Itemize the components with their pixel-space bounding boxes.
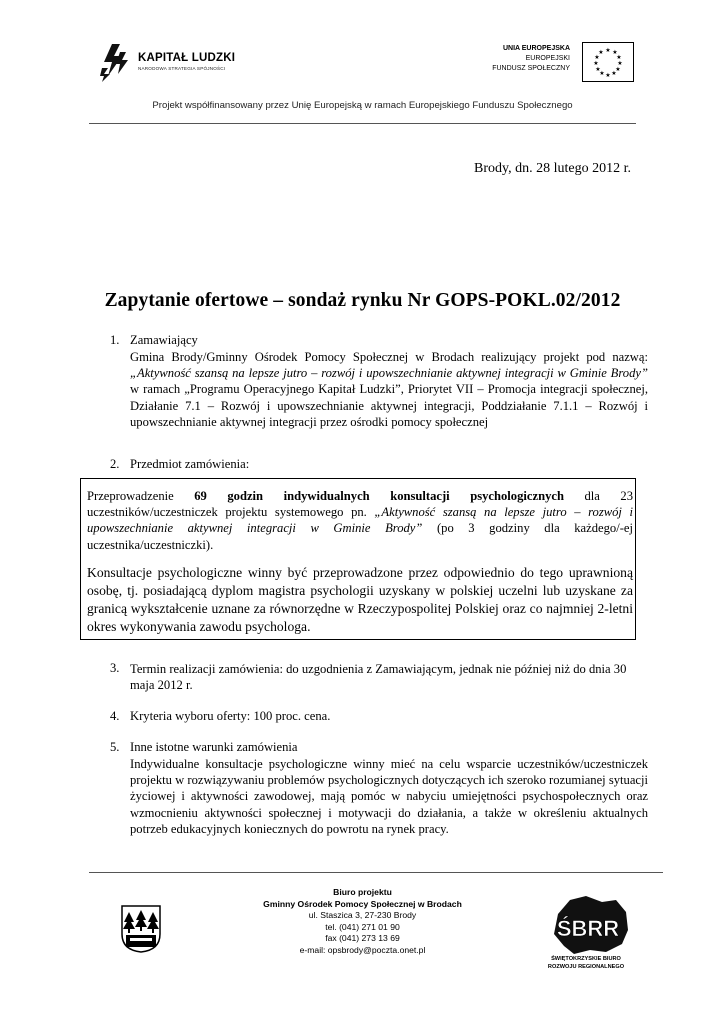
svg-text:★: ★ (611, 70, 617, 77)
place-date: Brody, dn. 28 lutego 2012 r. (474, 161, 631, 176)
section-5-number: 5. (110, 740, 120, 754)
eu-line-2: EUROPEJSKI (525, 55, 570, 62)
svg-text:★: ★ (593, 60, 599, 67)
kapital-ludzki-emblem-icon (98, 40, 138, 84)
s1-text-c: w ramach „Programu Operacyjnego Kapitał Ludzki”, Priorytet VII – Promocja integracji społecznej, Działanie 7.1 – Rozwój i upowszechnianie aktywnej integracji, Poddziałanie 7.1.1 – Rozwój i upowszechnianie aktywnej integracji przez ośrodki pomocy społecznej (130, 382, 648, 429)
header-divider (89, 123, 636, 124)
svg-text:★: ★ (612, 49, 618, 56)
section-4-text: Kryteria wyboru oferty: 100 proc. cena. (130, 709, 331, 723)
box-p1-c: dla 23 uczestników/uczestniczek projektu systemowego pn. (87, 489, 633, 520)
kapital-ludzki-subtitle: NARODOWA STRATEGIA SPÓJNOŚCI (138, 66, 226, 71)
section-1-number: 1. (110, 333, 120, 347)
eu-fund-label (460, 44, 570, 74)
office-email: e-mail: opsbrody@poczta.onet.pl (299, 944, 426, 955)
section-4-number: 4. (110, 709, 120, 723)
document-title: Zapytanie ofertowe – sondaż rynku Nr GOPS-POKL.02/2012 (104, 290, 621, 311)
order-subject-box (80, 478, 636, 640)
box-p1-e: (po 3 godziny dla każdego/-ej uczestnika/uczestniczki). (87, 521, 633, 552)
section-3-number: 3. (110, 661, 120, 675)
eu-line-3: FUNDUSZ SPOŁECZNY (492, 65, 570, 72)
svg-text:★: ★ (605, 47, 611, 54)
sbrr-caption (533, 955, 639, 971)
eu-flag-icon (582, 42, 634, 82)
sbrr-caption-1: ŚWIĘTOKRZYSKIE BIURO (551, 956, 621, 962)
sbrr-logo-text: ŚBRR (556, 916, 620, 941)
footer-divider (89, 872, 663, 873)
project-cofinancing-line: Projekt współfinansowany przez Unię Europejską w ramach Europejskiego Funduszu Społecznego (152, 100, 573, 111)
box-paragraph-1 (87, 488, 633, 553)
section-2-number: 2. (110, 457, 120, 471)
eu-line-1: UNIA EUROPEJSKA (502, 45, 570, 52)
office-name: Gminny Ośrodek Pomocy Społecznej w Brodach (263, 898, 462, 909)
office-fax: fax (041) 273 13 69 (325, 933, 400, 944)
office-tel: tel. (041) 271 01 90 (325, 921, 400, 932)
svg-text:★: ★ (616, 54, 622, 61)
kapital-ludzki-title: KAPITAŁ LUDZKI (138, 52, 236, 64)
s1-text-a: Gmina Brody/Gminny Ośrodek Pomocy Społecznej w Brodach realizujący projekt pod nazwą: (130, 350, 648, 364)
box-p1-project-name: „Aktywność szansą na lepsze jutro – rozwój i upowszechnianie aktywnej integracji w Gminie Brody” (87, 505, 633, 536)
svg-text:★: ★ (615, 66, 621, 73)
s1-project-name: „Aktywność szansą na lepsze jutro – rozwój i upowszechnianie aktywnej integracji w Gminie Brody” (130, 366, 648, 381)
svg-text:★: ★ (594, 54, 600, 61)
section-3-text: Termin realizacji zamówienia: do uzgodnienia z Zamawiającym, jednak nie później niż do dnia 30 maja 2012 r. (130, 662, 627, 693)
svg-text:★: ★ (605, 72, 611, 79)
section-5-label: Inne istotne warunki zamówienia (130, 740, 298, 754)
box-p1-a: Przeprowadzenie (87, 489, 195, 503)
box-p1-hours: 69 godzin indywidualnych konsultacji psychologicznych (194, 489, 564, 503)
office-title: Biuro projektu (333, 887, 392, 897)
sbrr-caption-2: ROZWOJU REGIONALNEGO (547, 964, 625, 970)
section-1-text (130, 349, 648, 430)
section-1-label: Zamawiający (130, 333, 198, 347)
box-paragraph-2: Konsultacje psychologiczne winny być przeprowadzone przez odpowiednio do tego uprawnioną osobę, tj. posiadającą dyplom magistra psychologii uzyskany w polskiej uczelni lub uzyskane za granicą wykształcenie uznane za równorzędne w Rzeczypospolitej Polskiej oraz co najmniej 2-letni okres wykonywania zawodu psychologa. (87, 565, 633, 634)
svg-text:★: ★ (599, 70, 605, 77)
svg-text:★: ★ (617, 60, 623, 67)
office-address: ul. Staszica 3, 27-230 Brody (308, 910, 417, 921)
svg-text:★: ★ (595, 66, 601, 73)
svg-text:★: ★ (598, 49, 604, 56)
section-5-text: Indywidualne konsultacje psychologiczne winny mieć na celu wsparcie uczestników/uczestniczek projektu w rozwiązywaniu problemów psychologicznych dotyczących ich szeroko rozumianej sytuacji życiowej i aktywności zawodowej, mają pomóc w nabyciu umiejętności psychospołecznych oraz wzmocnieniu aktywności społecznej i motywacji do działania, a także w określeniu aktualnych potrzeb edukacyjnych koniecznych do powrotu na rynek pracy. (130, 757, 648, 836)
section-2-label: Przedmiot zamówienia: (130, 457, 250, 471)
